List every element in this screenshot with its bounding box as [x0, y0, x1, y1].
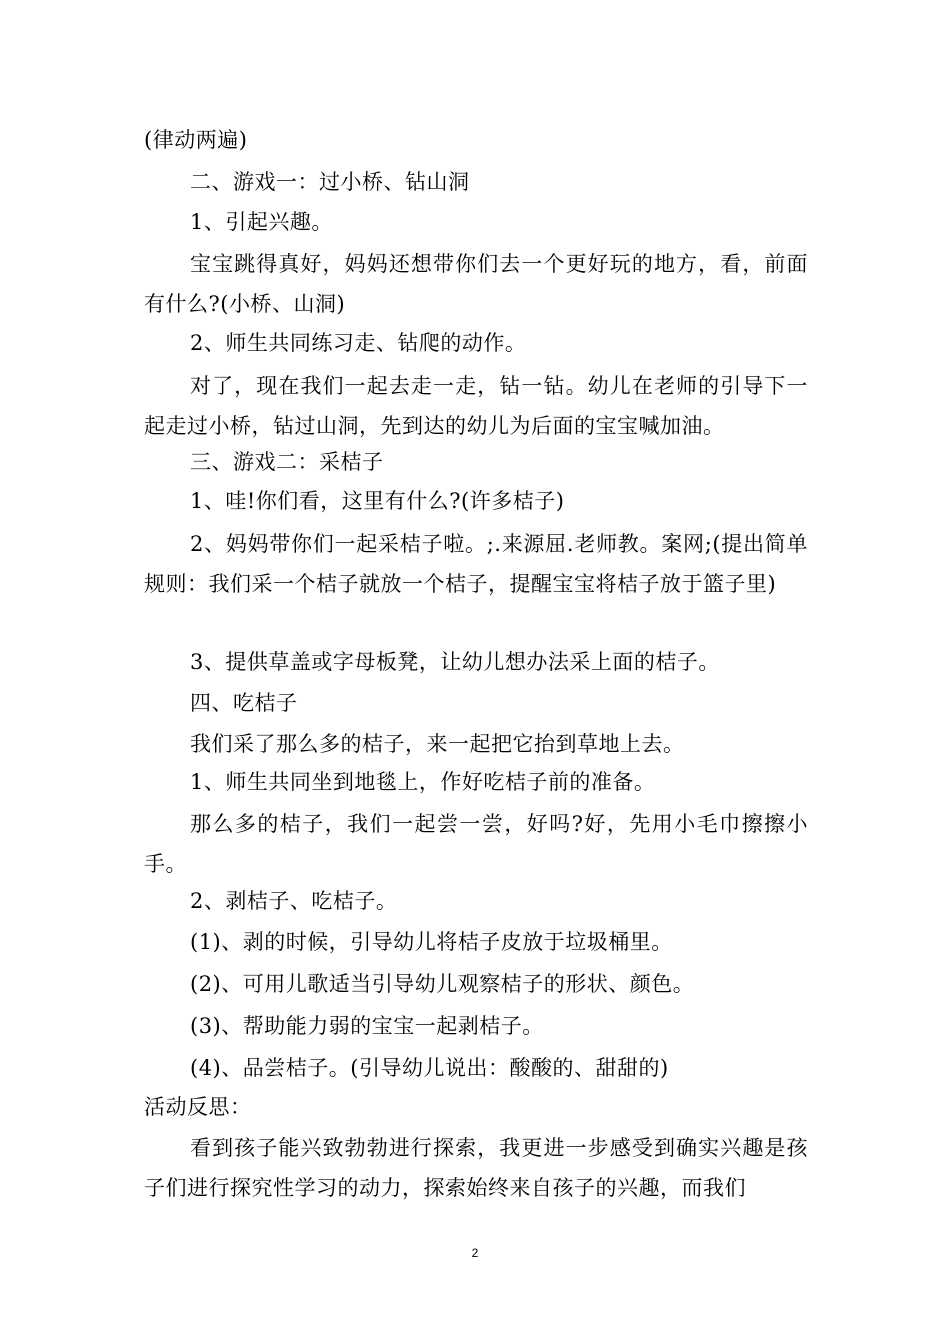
paragraph-wow: 1、哇!你们看，这里有什么?(许多桔子) [190, 489, 565, 513]
paragraph-sub-1: (1)、剥的时候，引导幼儿将桔子皮放于垃圾桶里。 [190, 930, 673, 954]
paragraph-step-1: 1、引起兴趣。 [190, 210, 333, 234]
heading-eat-oranges: 四、吃桔子 [190, 691, 298, 715]
paragraph-rhythm-note: (律动两遍) [144, 128, 248, 152]
paragraph-peel-eat: 2、剥桔子、吃桔子。 [190, 889, 398, 913]
heading-game-two: 三、游戏二：采桔子 [190, 450, 384, 474]
page-number: 2 [471, 1246, 479, 1260]
paragraph-carry-oranges: 我们采了那么多的桔子，来一起把它抬到草地上去。 [190, 732, 685, 756]
paragraph-sit-down: 1、师生共同坐到地毯上，作好吃桔子前的准备。 [190, 770, 656, 794]
paragraph-step-2: 2、师生共同练习走、钻爬的动作。 [190, 331, 527, 355]
heading-game-one: 二、游戏一：过小桥、钻山洞 [190, 170, 470, 194]
paragraph-walk-together: 对了，现在我们一起去走一走，钻一钻。幼儿在老师的引导下一起走过小桥，钻过山洞，先到达的幼儿为后面的宝宝喊加油。 [144, 374, 808, 438]
paragraph-sub-4: (4)、品尝桔子。(引导幼儿说出：酸酸的、甜甜的) [190, 1056, 669, 1080]
paragraph-baby-jump: 宝宝跳得真好，妈妈还想带你们去一个更好玩的地方，看，前面有什么?(小桥、山洞) [144, 252, 808, 316]
paragraph-sub-2: (2)、可用儿歌适当引导幼儿观察桔子的形状、颜色。 [190, 972, 695, 996]
paragraph-sub-3: (3)、帮助能力弱的宝宝一起剥桔子。 [190, 1014, 544, 1038]
paragraph-taste: 那么多的桔子，我们一起尝一尝，好吗?好，先用小毛巾擦擦小手。 [144, 812, 808, 876]
paragraph-step-3: 3、提供草盖或字母板凳，让幼儿想办法采上面的桔子。 [190, 650, 720, 674]
paragraph-pick-oranges: 2、妈妈带你们一起采桔子啦。;.来源屈.老师教。案网;(提出简单规则：我们采一个桔子就放一个桔子，提醒宝宝将桔子放于篮子里) [144, 532, 808, 596]
heading-reflection: 活动反思： [144, 1095, 252, 1119]
paragraph-reflection: 看到孩子能兴致勃勃进行探索，我更进一步感受到确实兴趣是孩子们进行探究性学习的动力，探索始终来自孩子的兴趣，而我们 [144, 1136, 808, 1200]
